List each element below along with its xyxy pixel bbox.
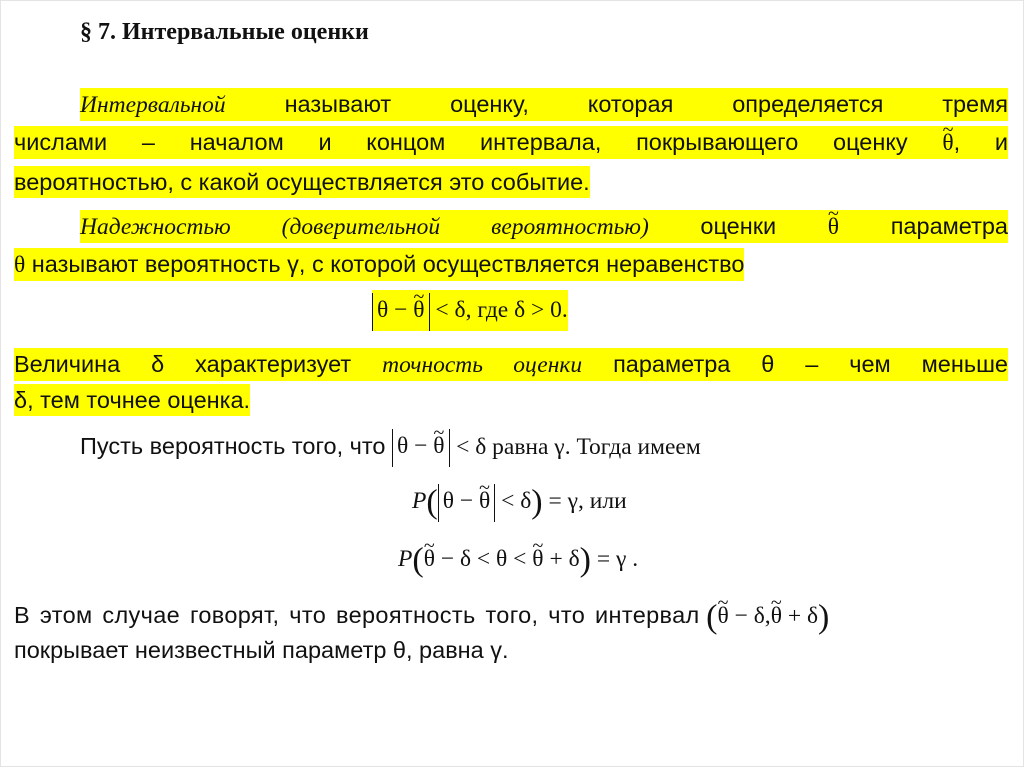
left-paren: ( [706,598,718,636]
formula3-rest: = γ . [596,546,639,572]
formula2-rest: = γ, или [548,488,627,514]
formula-probability-1 [412,480,627,523]
para3-line1-a: Величина δ характеризует [14,351,352,377]
probability-P: P [412,488,427,514]
theta-symbol: θ [14,252,26,278]
para3-line1-b: параметра θ – чем меньше [613,351,1008,377]
para5-line1 [14,594,829,638]
less-delta: < δ [501,488,532,514]
abs-value-expression [392,429,450,467]
para1-line2-end: , и [953,129,1008,155]
theta-tilde-symbol: ~ θ [771,595,782,637]
minus-delta: − δ, [734,603,771,629]
para2-line2 [14,248,744,281]
formula-probability-2 [398,538,638,581]
left-paren: ( [412,541,424,579]
formula1-rest: < δ, где δ > 0. [435,297,568,323]
para1-line1-rest: называют оценку, которая определяется тремя [284,91,1009,117]
para5-line2 [14,634,509,666]
para1-line2-text: числами – началом и концом интервала, покрывающего оценку [14,129,908,155]
para4-b: < δ равна γ. Тогда имеем [456,434,701,460]
interval-expression [706,598,830,636]
para4-line [80,426,701,467]
plus-delta: + δ [787,603,819,629]
para3-term: точность оценки [382,352,583,378]
para1-line3 [14,166,590,198]
para4-a: Пусть вероятность того, что [80,433,386,459]
para3-line1 [14,348,1008,381]
para1-line2 [14,126,1008,159]
para1-line1 [80,88,1008,121]
theta-tilde-symbol: ~ θ [942,127,953,159]
right-paren: ) [818,598,830,636]
theta-minus: θ − [397,432,428,459]
para1-term: Интервальной [80,92,226,118]
theta-tilde-symbol: ~ θ [433,429,444,463]
abs-value-expression [438,484,496,522]
theta-tilde-symbol: ~ θ [413,293,424,327]
right-paren: ) [579,541,591,579]
para5-line2-text: покрывает неизвестный параметр θ, равна γ. [14,637,509,663]
theta-tilde-symbol: ~ θ [532,538,543,580]
theta-tilde-symbol: ~ θ [828,211,839,243]
para2-line1-b: параметра [890,213,1008,239]
abs-value-expression [372,293,430,331]
inequality-middle: − δ < θ < [440,546,527,572]
para1-line3-text: вероятностью, с какой осуществляется это событие. [14,169,590,195]
theta-tilde-symbol: ~ θ [479,484,490,518]
theta-symbol: θ [377,296,389,323]
minus-sign: − [394,296,408,323]
theta-tilde-symbol: ~ θ [717,595,728,637]
para3-line2 [14,384,250,416]
theta-tilde-symbol: ~ θ [424,538,435,580]
para5-line1-text: В этом случае говорят, что вероятность того, что интервал [14,602,700,628]
formula-inequality [372,290,568,331]
right-paren: ) [531,483,543,521]
plus-delta: + δ [549,546,580,572]
left-paren: ( [426,483,438,521]
page-title: § 7. Интервальные оценки [80,19,369,45]
para2-line2-rest: называют вероятность γ, с которой осуществляется неравенство [31,251,745,277]
para2-term: Надежностью (доверительной вероятностью) [80,214,649,240]
probability-P: P [398,546,413,572]
para2-line1 [80,210,1008,243]
para2-line1-a: оценки [700,213,777,239]
para3-line2-text: δ, тем точнее оценка. [14,387,251,413]
theta-minus: θ − [442,487,474,514]
